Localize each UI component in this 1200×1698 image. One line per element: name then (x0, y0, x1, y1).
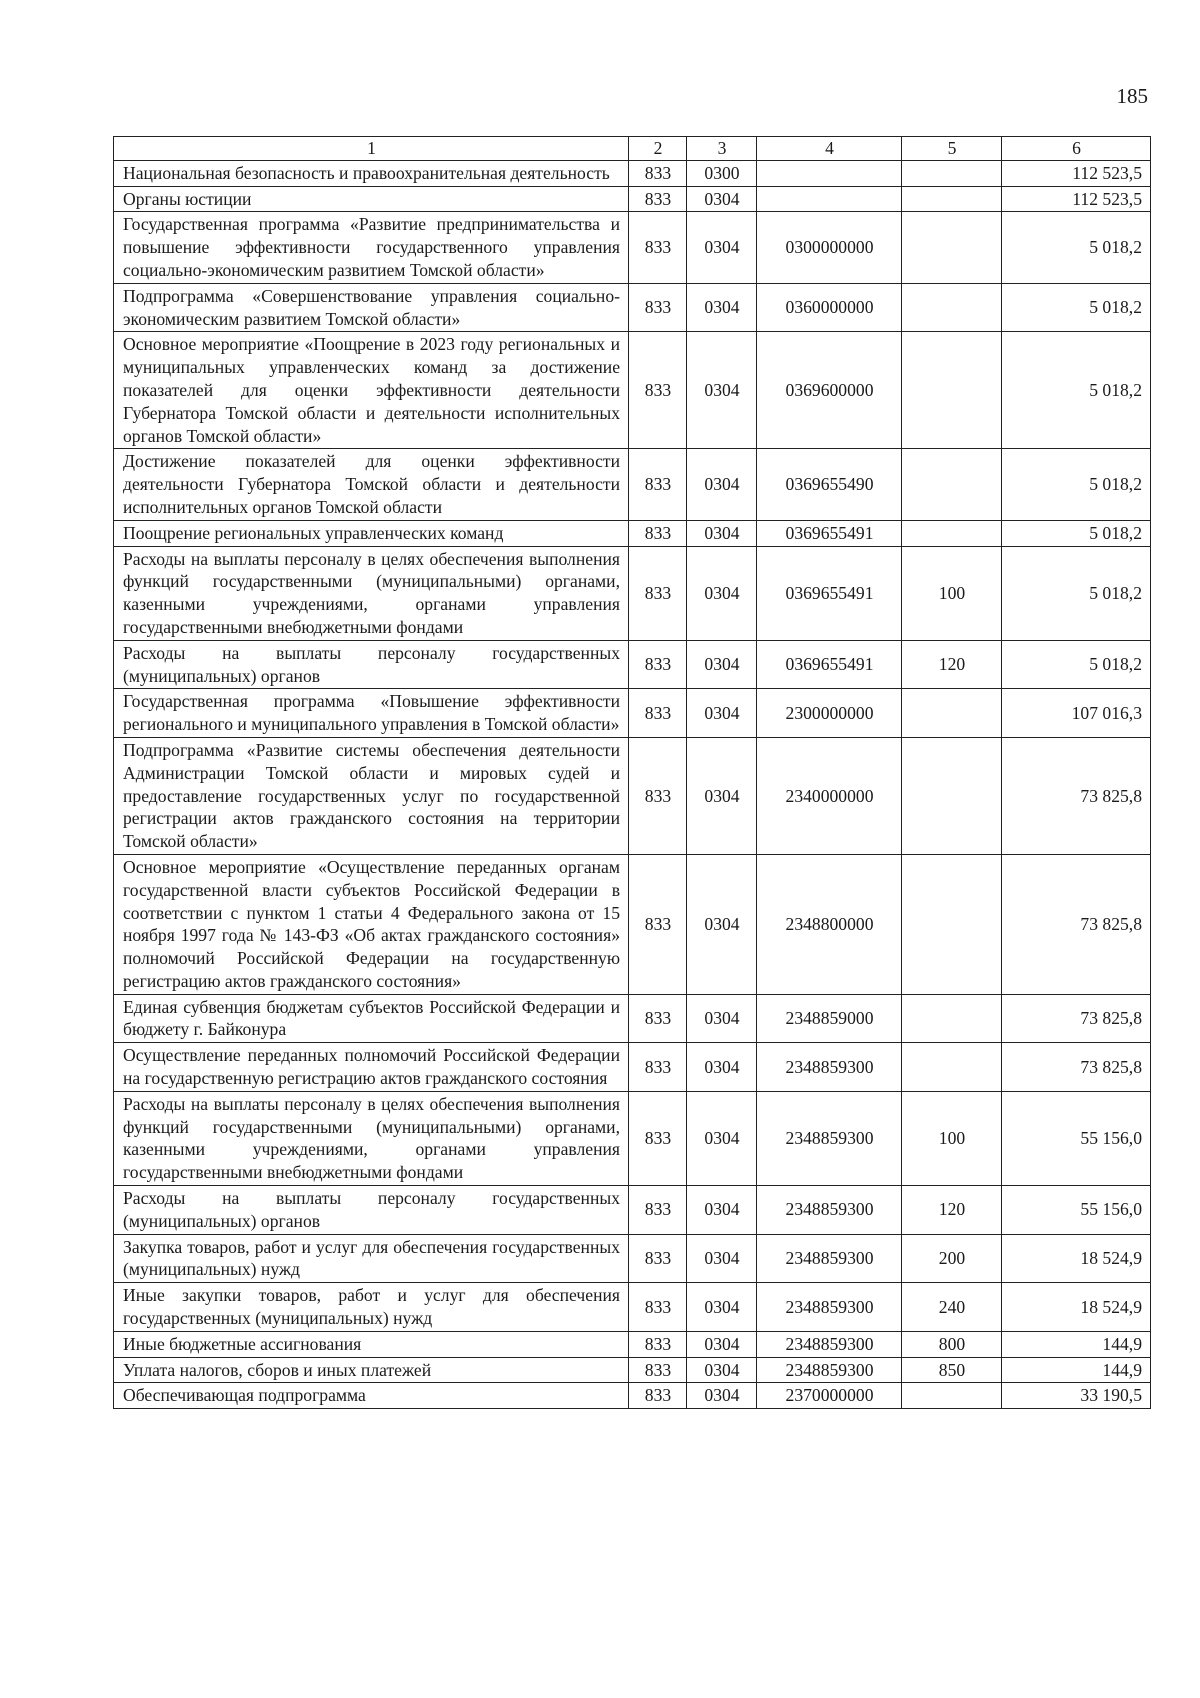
row-expense-type-cell (902, 689, 1002, 738)
row-expense-type-cell (902, 332, 1002, 449)
row-ministry-code-cell: 833 (629, 737, 687, 854)
row-target-article-cell: 2348859300 (757, 1186, 902, 1235)
row-section-code-cell: 0304 (687, 186, 757, 212)
table-row (114, 1357, 1151, 1383)
row-section-code-cell: 0304 (687, 283, 757, 332)
row-amount-cell: 5 018,2 (1002, 212, 1151, 283)
table-row (114, 854, 1151, 994)
row-section-code-cell: 0304 (687, 640, 757, 689)
row-expense-type-cell (902, 854, 1002, 994)
row-section-code-cell: 0304 (687, 1331, 757, 1357)
row-name-cell: Подпрограмма «Совершенствование управления социально-экономическим развитием Томской области» (114, 283, 629, 332)
row-amount-cell: 18 524,9 (1002, 1234, 1151, 1283)
column-header: 2 (629, 137, 687, 161)
row-expense-type-cell (902, 212, 1002, 283)
row-ministry-code-cell: 833 (629, 994, 687, 1043)
row-name-cell: Достижение показателей для оценки эффективности деятельности Губернатора Томской области и деятельности исполнительных органов Томской области (114, 449, 629, 520)
row-target-article-cell: 0369655491 (757, 640, 902, 689)
row-ministry-code-cell: 833 (629, 160, 687, 186)
row-section-code-cell: 0304 (687, 520, 757, 546)
row-name-cell: Расходы на выплаты персоналу в целях обеспечения выполнения функций государственными (муниципальными) органами, казенными учреждениями, органами управления государственными внебюджетными фондами (114, 546, 629, 640)
column-header: 4 (757, 137, 902, 161)
table-row (114, 1186, 1151, 1235)
row-amount-cell: 55 156,0 (1002, 1091, 1151, 1185)
row-target-article-cell: 0369655490 (757, 449, 902, 520)
row-section-code-cell: 0304 (687, 332, 757, 449)
row-ministry-code-cell: 833 (629, 520, 687, 546)
row-ministry-code-cell: 833 (629, 332, 687, 449)
row-ministry-code-cell: 833 (629, 689, 687, 738)
row-target-article-cell: 2300000000 (757, 689, 902, 738)
row-name-cell: Расходы на выплаты персоналу государственных (муниципальных) органов (114, 1186, 629, 1235)
row-target-article-cell: 2348859300 (757, 1091, 902, 1185)
row-name-cell: Единая субвенция бюджетам субъектов Российской Федерации и бюджету г. Байконура (114, 994, 629, 1043)
column-header: 1 (114, 137, 629, 161)
row-expense-type-cell (902, 994, 1002, 1043)
row-target-article-cell: 2348859300 (757, 1331, 902, 1357)
row-section-code-cell: 0304 (687, 1091, 757, 1185)
table-row (114, 546, 1151, 640)
row-section-code-cell: 0304 (687, 1186, 757, 1235)
row-ministry-code-cell: 833 (629, 1091, 687, 1185)
table-row (114, 332, 1151, 449)
table-row (114, 1043, 1151, 1092)
row-ministry-code-cell: 833 (629, 212, 687, 283)
row-amount-cell: 73 825,8 (1002, 737, 1151, 854)
row-expense-type-cell (902, 520, 1002, 546)
row-expense-type-cell: 850 (902, 1357, 1002, 1383)
row-expense-type-cell (902, 283, 1002, 332)
row-section-code-cell: 0304 (687, 449, 757, 520)
row-amount-cell: 5 018,2 (1002, 332, 1151, 449)
row-name-cell: Осуществление переданных полномочий Российской Федерации на государственную регистрацию актов гражданского состояния (114, 1043, 629, 1092)
row-section-code-cell: 0304 (687, 546, 757, 640)
budget-table (113, 136, 1151, 1409)
row-target-article-cell: 0369655491 (757, 520, 902, 546)
row-section-code-cell: 0304 (687, 1234, 757, 1283)
table-row (114, 689, 1151, 738)
row-expense-type-cell: 100 (902, 1091, 1002, 1185)
row-target-article-cell (757, 160, 902, 186)
table-row (114, 1234, 1151, 1283)
row-name-cell: Обеспечивающая подпрограмма (114, 1383, 629, 1409)
row-expense-type-cell (902, 160, 1002, 186)
page-number: 185 (1116, 84, 1148, 108)
row-name-cell: Органы юстиции (114, 186, 629, 212)
row-expense-type-cell: 100 (902, 546, 1002, 640)
row-section-code-cell: 0304 (687, 994, 757, 1043)
row-section-code-cell: 0304 (687, 1283, 757, 1332)
row-name-cell: Поощрение региональных управленческих команд (114, 520, 629, 546)
row-ministry-code-cell: 833 (629, 854, 687, 994)
row-section-code-cell: 0304 (687, 1043, 757, 1092)
row-name-cell: Подпрограмма «Развитие системы обеспечения деятельности Администрации Томской области и мировых судей и предоставление государственных услуг по государственной регистрации актов гражданского состояния на территории Томской области» (114, 737, 629, 854)
table-row (114, 1283, 1151, 1332)
row-target-article-cell: 2348859300 (757, 1234, 902, 1283)
table-row (114, 283, 1151, 332)
row-name-cell: Иные закупки товаров, работ и услуг для обеспечения государственных (муниципальных) нужд (114, 1283, 629, 1332)
row-section-code-cell: 0304 (687, 854, 757, 994)
row-amount-cell: 107 016,3 (1002, 689, 1151, 738)
row-amount-cell: 144,9 (1002, 1357, 1151, 1383)
row-name-cell: Основное мероприятие «Осуществление переданных органам государственной власти субъектов Российской Федерации в соответствии с пунктом 1 статьи 4 Федерального закона от 15 ноября 1997 года № 143-ФЗ «Об актах гражданского состояния» полномочий Российской Федерации на государственную регистрацию актов гражданского состояния» (114, 854, 629, 994)
row-ministry-code-cell: 833 (629, 1283, 687, 1332)
table-row (114, 186, 1151, 212)
row-amount-cell: 112 523,5 (1002, 160, 1151, 186)
row-target-article-cell: 2348859300 (757, 1043, 902, 1092)
row-amount-cell: 5 018,2 (1002, 546, 1151, 640)
row-target-article-cell: 2348800000 (757, 854, 902, 994)
column-header: 5 (902, 137, 1002, 161)
row-name-cell: Расходы на выплаты персоналу государственных (муниципальных) органов (114, 640, 629, 689)
row-name-cell: Основное мероприятие «Поощрение в 2023 году региональных и муниципальных управленческих команд за достижение показателей для оценки эффективности деятельности Губернатора Томской области и деятельности исполнительных органов Томской области» (114, 332, 629, 449)
row-expense-type-cell: 200 (902, 1234, 1002, 1283)
row-name-cell: Закупка товаров, работ и услуг для обеспечения государственных (муниципальных) нужд (114, 1234, 629, 1283)
row-amount-cell: 33 190,5 (1002, 1383, 1151, 1409)
row-name-cell: Расходы на выплаты персоналу в целях обеспечения выполнения функций государственными (муниципальными) органами, казенными учреждениями, органами управления государственными внебюджетными фондами (114, 1091, 629, 1185)
table-row (114, 160, 1151, 186)
row-amount-cell: 18 524,9 (1002, 1283, 1151, 1332)
row-expense-type-cell: 120 (902, 640, 1002, 689)
row-section-code-cell: 0304 (687, 737, 757, 854)
table-row (114, 520, 1151, 546)
table-row (114, 737, 1151, 854)
row-section-code-cell: 0304 (687, 689, 757, 738)
table-header-row (114, 137, 1151, 161)
row-section-code-cell: 0300 (687, 160, 757, 186)
row-expense-type-cell (902, 449, 1002, 520)
table-body (114, 160, 1151, 1408)
row-ministry-code-cell: 833 (629, 1357, 687, 1383)
row-ministry-code-cell: 833 (629, 1186, 687, 1235)
table-row (114, 449, 1151, 520)
row-target-article-cell: 0369655491 (757, 546, 902, 640)
row-name-cell: Государственная программа «Развитие предпринимательства и повышение эффективности государственного управления социально-экономическим развитием Томской области» (114, 212, 629, 283)
column-header: 3 (687, 137, 757, 161)
row-target-article-cell: 0369600000 (757, 332, 902, 449)
row-name-cell: Иные бюджетные ассигнования (114, 1331, 629, 1357)
row-amount-cell: 5 018,2 (1002, 640, 1151, 689)
row-target-article-cell: 0360000000 (757, 283, 902, 332)
row-ministry-code-cell: 833 (629, 546, 687, 640)
row-ministry-code-cell: 833 (629, 1331, 687, 1357)
table-row (114, 1383, 1151, 1409)
row-ministry-code-cell: 833 (629, 186, 687, 212)
row-name-cell: Национальная безопасность и правоохранительная деятельность (114, 160, 629, 186)
row-amount-cell: 55 156,0 (1002, 1186, 1151, 1235)
row-target-article-cell: 2348859300 (757, 1357, 902, 1383)
row-expense-type-cell (902, 1383, 1002, 1409)
table-row (114, 1091, 1151, 1185)
table-row (114, 640, 1151, 689)
row-amount-cell: 112 523,5 (1002, 186, 1151, 212)
table-row (114, 1331, 1151, 1357)
row-target-article-cell (757, 186, 902, 212)
row-name-cell: Уплата налогов, сборов и иных платежей (114, 1357, 629, 1383)
row-expense-type-cell: 800 (902, 1331, 1002, 1357)
row-target-article-cell: 0300000000 (757, 212, 902, 283)
row-amount-cell: 73 825,8 (1002, 854, 1151, 994)
row-ministry-code-cell: 833 (629, 640, 687, 689)
row-amount-cell: 5 018,2 (1002, 520, 1151, 546)
row-expense-type-cell (902, 737, 1002, 854)
row-ministry-code-cell: 833 (629, 1383, 687, 1409)
row-section-code-cell: 0304 (687, 212, 757, 283)
column-header: 6 (1002, 137, 1151, 161)
row-amount-cell: 144,9 (1002, 1331, 1151, 1357)
table-row (114, 212, 1151, 283)
row-expense-type-cell: 120 (902, 1186, 1002, 1235)
row-section-code-cell: 0304 (687, 1383, 757, 1409)
row-target-article-cell: 2340000000 (757, 737, 902, 854)
row-name-cell: Государственная программа «Повышение эффективности регионального и муниципального управления в Томской области» (114, 689, 629, 738)
row-ministry-code-cell: 833 (629, 449, 687, 520)
row-expense-type-cell: 240 (902, 1283, 1002, 1332)
row-target-article-cell: 2370000000 (757, 1383, 902, 1409)
row-expense-type-cell (902, 1043, 1002, 1092)
row-section-code-cell: 0304 (687, 1357, 757, 1383)
row-amount-cell: 73 825,8 (1002, 994, 1151, 1043)
table-row (114, 994, 1151, 1043)
row-target-article-cell: 2348859000 (757, 994, 902, 1043)
row-expense-type-cell (902, 186, 1002, 212)
row-ministry-code-cell: 833 (629, 283, 687, 332)
row-amount-cell: 5 018,2 (1002, 449, 1151, 520)
row-amount-cell: 5 018,2 (1002, 283, 1151, 332)
row-amount-cell: 73 825,8 (1002, 1043, 1151, 1092)
row-ministry-code-cell: 833 (629, 1234, 687, 1283)
row-ministry-code-cell: 833 (629, 1043, 687, 1092)
row-target-article-cell: 2348859300 (757, 1283, 902, 1332)
